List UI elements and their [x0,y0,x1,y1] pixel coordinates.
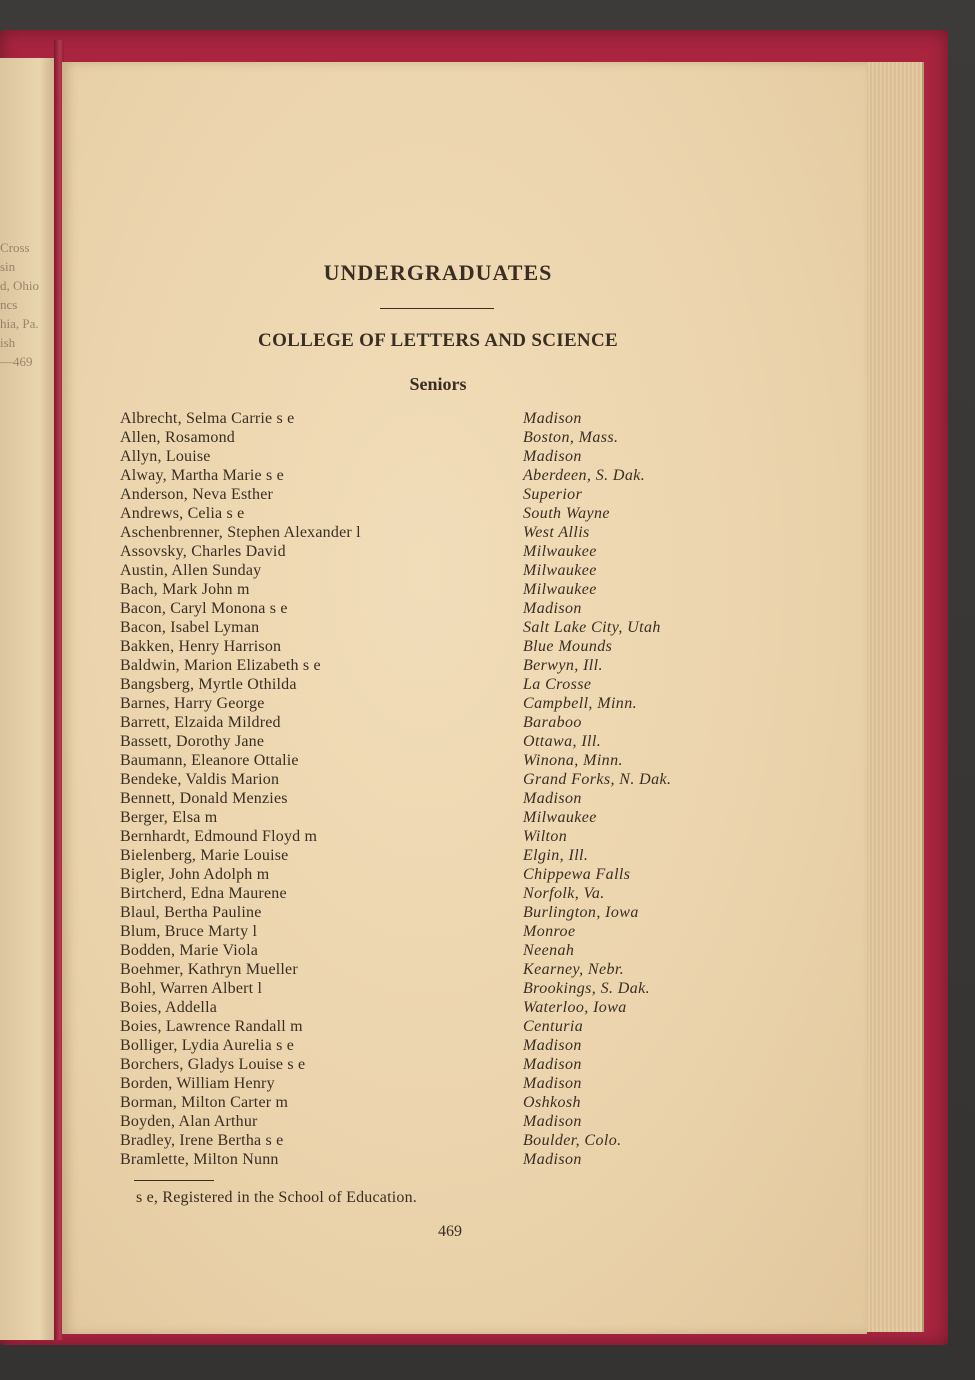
student-row [120,695,720,714]
student-row [120,923,720,942]
student-hometown: Oshkosh [523,1094,581,1111]
student-row [120,904,720,923]
student-hometown: Milwaukee [523,809,597,826]
student-name: Bacon, Isabel Lyman [120,619,260,636]
student-row [120,638,720,657]
student-row [120,999,720,1018]
student-row [120,448,720,467]
student-hometown: Boulder, Colo. [523,1132,622,1149]
student-hometown: Ottawa, Ill. [523,733,602,750]
student-row [120,980,720,999]
student-name: Borchers, Gladys Louise s e [120,1056,306,1073]
student-row [120,486,720,505]
student-hometown: Elgin, Ill. [523,847,589,864]
student-row [120,619,720,638]
student-row [120,657,720,676]
student-hometown: Berwyn, Ill. [523,657,603,674]
student-name: Albrecht, Selma Carrie s e [120,410,295,427]
student-row [120,562,720,581]
student-name: Baldwin, Marion Elizabeth s e [120,657,321,674]
left-page-fragment: sin [0,259,16,274]
left-page-fragment: Cross [0,240,30,255]
student-hometown: Madison [523,1151,582,1168]
student-hometown: Centuria [523,1018,584,1035]
student-row [120,543,720,562]
student-name: Barrett, Elzaida Mildred [120,714,281,731]
left-page-edge [0,58,56,1340]
left-page-fragment: —469 [0,354,33,369]
student-name: Anderson, Neva Esther [120,486,274,503]
student-row [120,866,720,885]
student-hometown: Brookings, S. Dak. [523,980,651,997]
student-row [120,429,720,448]
student-name: Bramlette, Milton Nunn [120,1151,279,1168]
student-hometown: Burlington, Iowa [523,904,639,921]
student-row [120,467,720,486]
student-row [120,733,720,752]
student-name: Assovsky, Charles David [120,543,286,560]
student-row [120,410,720,429]
student-name: Berger, Elsa m [120,809,218,826]
student-hometown: Madison [523,600,582,617]
student-name: Borden, William Henry [120,1075,275,1092]
student-name: Boehmer, Kathryn Mueller [120,961,298,978]
student-row [120,676,720,695]
student-name: Bassett, Dorothy Jane [120,733,265,750]
student-name: Aschenbrenner, Stephen Alexander l [120,524,361,541]
student-hometown: Baraboo [523,714,582,731]
student-name: Austin, Allen Sunday [120,562,262,579]
student-hometown: Madison [523,1075,582,1092]
student-hometown: Milwaukee [523,581,597,598]
student-name: Blum, Bruce Marty l [120,923,258,940]
student-row [120,961,720,980]
student-name: Bolliger, Lydia Aurelia s e [120,1037,295,1054]
left-page-fragment: d, Ohio [0,278,39,293]
student-row [120,714,720,733]
student-row [120,1113,720,1132]
left-page-fragment: ncs [0,297,18,312]
student-name: Bangsberg, Myrtle Othilda [120,676,297,693]
student-row [120,1056,720,1075]
student-hometown: West Allis [523,524,590,541]
student-name: Allyn, Louise [120,448,211,465]
student-name: Alway, Martha Marie s e [120,467,284,484]
student-row [120,1132,720,1151]
student-row [120,600,720,619]
student-row [120,1151,720,1170]
page-stack-edge [860,62,924,1332]
heading-rule [380,308,494,309]
student-row [120,828,720,847]
student-row [120,771,720,790]
student-hometown: Milwaukee [523,562,597,579]
student-row [120,505,720,524]
student-row [120,1075,720,1094]
student-name: Bernhardt, Edmound Floyd m [120,828,318,845]
student-hometown: Madison [523,410,582,427]
student-row [120,942,720,961]
student-name: Bacon, Caryl Monona s e [120,600,288,617]
footnote: s e, Registered in the School of Education. [136,1189,417,1206]
student-hometown: Chippewa Falls [523,866,631,883]
student-hometown: Grand Forks, N. Dak. [523,771,672,788]
student-hometown: Blue Mounds [523,638,613,655]
student-name: Bach, Mark John m [120,581,250,598]
student-name: Bradley, Irene Bertha s e [120,1132,284,1149]
student-row [120,790,720,809]
student-name: Boyden, Alan Arthur [120,1113,258,1130]
student-row [120,1094,720,1113]
left-page-fragment: ish [0,335,16,350]
student-row [120,809,720,828]
student-row [120,885,720,904]
student-name: Baumann, Eleanore Ottalie [120,752,299,769]
student-hometown: Waterloo, Iowa [523,999,627,1016]
student-hometown: Wilton [523,828,568,845]
student-hometown: Aberdeen, S. Dak. [523,467,646,484]
student-row [120,752,720,771]
student-hometown: Kearney, Nebr. [523,961,625,978]
student-hometown: Madison [523,1113,582,1130]
student-hometown: Neenah [523,942,575,959]
student-row [120,1018,720,1037]
student-name: Andrews, Celia s e [120,505,245,522]
student-name: Allen, Rosamond [120,429,235,446]
student-hometown: Madison [523,448,582,465]
student-name: Bodden, Marie Viola [120,942,259,959]
student-hometown: Monroe [523,923,576,940]
student-row [120,524,720,543]
page-number: 469 [438,1223,462,1240]
page-heading: UNDERGRADUATES [323,260,553,285]
student-name: Boies, Lawrence Randall m [120,1018,303,1035]
student-name: Barnes, Harry George [120,695,265,712]
student-hometown: South Wayne [523,505,610,522]
student-row [120,1037,720,1056]
student-hometown: Winona, Minn. [523,752,623,769]
student-hometown: Norfolk, Va. [523,885,605,902]
student-hometown: Madison [523,1037,582,1054]
student-name: Bielenberg, Marie Louise [120,847,289,864]
student-name: Bohl, Warren Albert l [120,980,263,997]
student-hometown: La Crosse [523,676,592,693]
footnote-rule [134,1180,214,1181]
student-name: Bendeke, Valdis Marion [120,771,280,788]
student-hometown: Superior [523,486,583,503]
student-hometown: Salt Lake City, Utah [523,619,661,636]
student-name: Blaul, Bertha Pauline [120,904,262,921]
left-page-fragments [0,238,56,371]
student-row [120,847,720,866]
student-hometown: Madison [523,790,582,807]
student-name: Borman, Milton Carter m [120,1094,289,1111]
student-hometown: Campbell, Minn. [523,695,637,712]
student-hometown: Boston, Mass. [523,429,619,446]
student-hometown: Madison [523,1056,582,1073]
left-page-fragment: hia, Pa. [0,316,39,331]
student-hometown: Milwaukee [523,543,597,560]
student-row [120,581,720,600]
student-name: Bigler, John Adolph m [120,866,270,883]
section-title: Seniors [409,374,467,394]
student-roster [120,410,720,1170]
student-name: Bakken, Henry Harrison [120,638,282,655]
student-name: Bennett, Donald Menzies [120,790,288,807]
college-title: COLLEGE OF LETTERS AND SCIENCE [258,330,618,351]
student-name: Birtcherd, Edna Maurene [120,885,287,902]
student-name: Boies, Addella [120,999,218,1016]
